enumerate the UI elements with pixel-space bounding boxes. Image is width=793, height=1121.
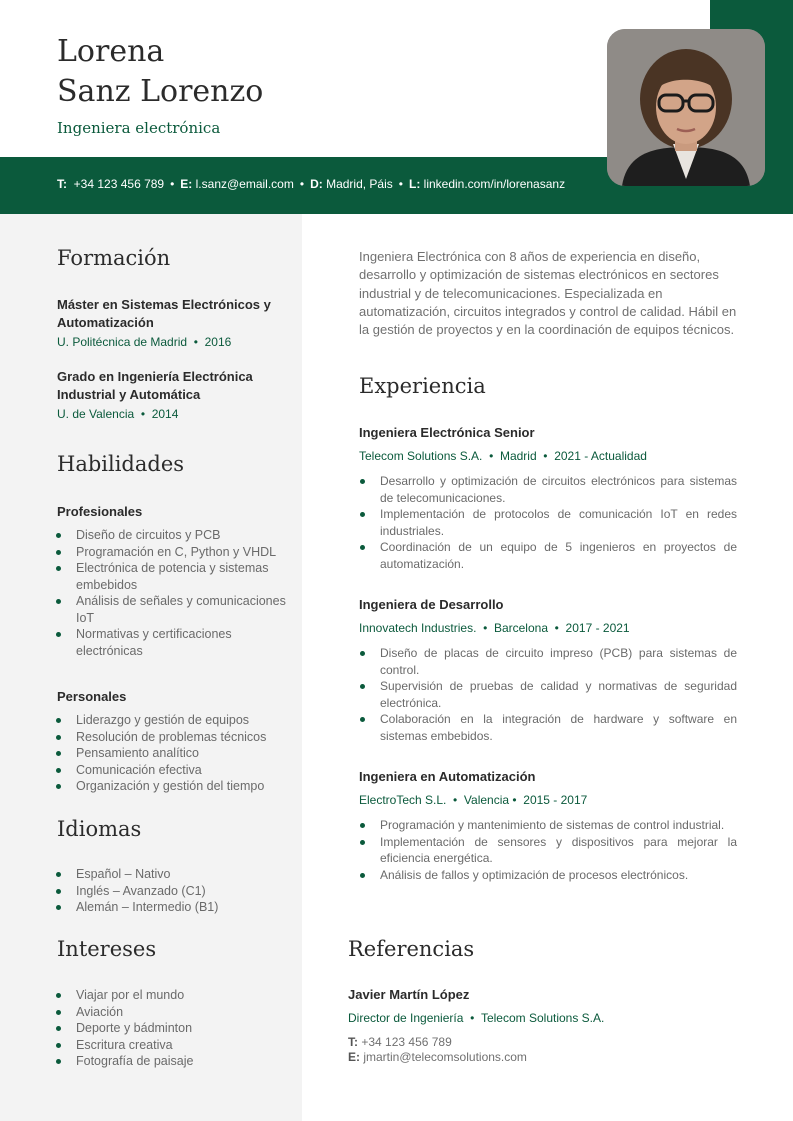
job-title: Ingeniera en Automatización bbox=[359, 769, 536, 784]
list-item: Inglés – Avanzado (C1) bbox=[55, 883, 287, 900]
city: Madrid bbox=[499, 449, 537, 463]
skills-personal-title: Personales bbox=[57, 689, 127, 704]
reference-entry bbox=[348, 987, 748, 1065]
year: 2016 bbox=[204, 335, 232, 349]
separator-dot: • bbox=[299, 177, 305, 191]
interests-list bbox=[55, 987, 287, 1070]
list-item: Implementación de sensores y dispositivos para mejorar la eficiencia energética. bbox=[359, 834, 737, 867]
list-item: Programación en C, Python y VHDL bbox=[55, 544, 287, 561]
linkedin-label: L: bbox=[408, 177, 421, 191]
job-bullets bbox=[359, 817, 737, 883]
job-entry bbox=[359, 597, 737, 744]
list-item: Normativas y certificaciones electrónicas bbox=[55, 626, 287, 659]
profile-summary: Ingeniera Electrónica con 8 años de experiencia en diseño, desarrollo y optimización de sistemas electrónicos en sectores industrial y de telecomunicaciones. Especializada en automatización, circuitos integrados y control de calidad. Hábil en la gestión de proyectos y en la coordinación de equipos técnicos. bbox=[359, 249, 737, 338]
languages-list bbox=[55, 866, 287, 916]
job-bullets bbox=[359, 645, 737, 744]
references-title: Referencias bbox=[348, 937, 475, 961]
portrait-illustration bbox=[607, 29, 765, 186]
phone: +34 123 456 789 bbox=[73, 177, 165, 191]
education-item bbox=[57, 368, 287, 421]
location-label: D: bbox=[310, 177, 323, 191]
location: Madrid, Páis bbox=[326, 177, 393, 191]
job-entry bbox=[359, 425, 737, 572]
job-meta: ElectroTech S.L. • Valencia • 2015 - 2017 bbox=[359, 793, 588, 807]
job-meta: Telecom Solutions S.A. • Madrid • 2021 - Actualidad bbox=[359, 449, 647, 463]
skills-professional-title: Profesionales bbox=[57, 504, 143, 519]
job-entry bbox=[359, 769, 737, 883]
education-title: Formación bbox=[57, 246, 171, 270]
job-role: Ingeniera electrónica bbox=[57, 119, 221, 137]
reference-meta: Director de Ingeniería • Telecom Solutions S.A. bbox=[348, 1011, 605, 1025]
degree-title: Grado en Ingeniería Electrónica Industrial y Automática bbox=[57, 369, 253, 402]
list-item: Pensamiento analítico bbox=[55, 745, 287, 762]
name-line-1: Lorena bbox=[57, 34, 165, 69]
reference-phone: +34 123 456 789 bbox=[361, 1035, 452, 1049]
experience-title: Experiencia bbox=[359, 374, 486, 398]
profile-photo bbox=[607, 29, 765, 186]
list-item: Análisis de señales y comunicaciones IoT bbox=[55, 593, 287, 626]
company: ElectroTech S.L. bbox=[359, 793, 447, 807]
education-item bbox=[57, 296, 287, 349]
degree-meta: U. de Valencia • 2014 bbox=[57, 407, 179, 421]
dates: 2017 - 2021 bbox=[565, 621, 630, 635]
job-title: Ingeniera Electrónica Senior bbox=[359, 425, 535, 440]
list-item: Implementación de protocolos de comunicación IoT en redes industriales. bbox=[359, 506, 737, 539]
degree-title: Máster en Sistemas Electrónicos y Automatización bbox=[57, 297, 271, 330]
list-item: Resolución de problemas técnicos bbox=[55, 729, 287, 746]
skills-personal-list bbox=[55, 712, 287, 795]
city: Valencia bbox=[463, 793, 510, 807]
degree-meta: U. Politécnica de Madrid • 2016 bbox=[57, 335, 232, 349]
list-item: Desarrollo y optimización de circuitos electrónicos para sistemas de telecomunicaciones. bbox=[359, 473, 737, 506]
list-item: Alemán – Intermedio (B1) bbox=[55, 899, 287, 916]
reference-email-line bbox=[348, 1050, 748, 1065]
reference-email-label: E: bbox=[348, 1050, 360, 1064]
sidebar-background bbox=[0, 214, 302, 1121]
contact-line bbox=[57, 177, 565, 191]
list-item: Viajar por el mundo bbox=[55, 987, 287, 1004]
company: Telecom Solutions S.A. bbox=[359, 449, 483, 463]
skills-professional-list bbox=[55, 527, 287, 659]
company: Innovatech Industries. bbox=[359, 621, 477, 635]
languages-title: Idiomas bbox=[57, 817, 142, 841]
dates: 2015 - 2017 bbox=[523, 793, 588, 807]
reference-phone-label: T: bbox=[348, 1035, 358, 1049]
name-line-2: Sanz Lorenzo bbox=[57, 74, 264, 109]
separator-dot: • bbox=[398, 177, 403, 191]
job-meta: Innovatech Industries. • Barcelona • 2017 - 2021 bbox=[359, 621, 630, 635]
full-name bbox=[57, 32, 263, 112]
list-item: Fotografía de paisaje bbox=[55, 1053, 287, 1070]
list-item: Deporte y bádminton bbox=[55, 1020, 287, 1037]
separator-dot: • bbox=[170, 177, 175, 191]
list-item: Colaboración en la integración de hardware y software en sistemas embebidos. bbox=[359, 711, 737, 744]
list-item: Liderazgo y gestión de equipos bbox=[55, 712, 287, 729]
dates: 2021 - Actualidad bbox=[554, 449, 647, 463]
job-title: Ingeniera de Desarrollo bbox=[359, 597, 504, 612]
city: Barcelona bbox=[493, 621, 548, 635]
skills-title: Habilidades bbox=[57, 452, 185, 476]
reference-name: Javier Martín López bbox=[348, 987, 470, 1002]
list-item: Comunicación efectiva bbox=[55, 762, 287, 779]
reference-email-link[interactable]: jmartin@telecomsolutions.com bbox=[363, 1050, 527, 1064]
list-item: Electrónica de potencia y sistemas embebidos bbox=[55, 560, 287, 593]
list-item: Supervisión de pruebas de calidad y normativas de seguridad electrónica. bbox=[359, 678, 737, 711]
list-item: Coordinación de un equipo de 5 ingenieros en proyectos de automatización. bbox=[359, 539, 737, 572]
list-item: Análisis de fallos y optimización de procesos electrónicos. bbox=[359, 867, 737, 884]
year: 2014 bbox=[151, 407, 179, 421]
list-item: Español – Nativo bbox=[55, 866, 287, 883]
reference-phone-line bbox=[348, 1035, 748, 1050]
email-link[interactable]: l.sanz@email.com bbox=[195, 177, 294, 191]
list-item: Organización y gestión del tiempo bbox=[55, 778, 287, 795]
email-label: E: bbox=[180, 177, 193, 191]
list-item: Diseño de placas de circuito impreso (PCB) para sistemas de control. bbox=[359, 645, 737, 678]
list-item: Aviación bbox=[55, 1004, 287, 1021]
reference-position: Director de Ingeniería bbox=[348, 1011, 464, 1025]
reference-company: Telecom Solutions S.A. bbox=[480, 1011, 605, 1025]
interests-title: Intereses bbox=[57, 937, 157, 961]
list-item: Programación y mantenimiento de sistemas de control industrial. bbox=[359, 817, 737, 834]
job-bullets bbox=[359, 473, 737, 572]
linkedin-link[interactable]: linkedin.com/in/lorenasanz bbox=[423, 177, 566, 191]
list-item: Diseño de circuitos y PCB bbox=[55, 527, 287, 544]
school: U. Politécnica de Madrid bbox=[57, 335, 188, 349]
school: U. de Valencia bbox=[57, 407, 135, 421]
list-item: Escritura creativa bbox=[55, 1037, 287, 1054]
phone-label: T: bbox=[57, 177, 67, 191]
